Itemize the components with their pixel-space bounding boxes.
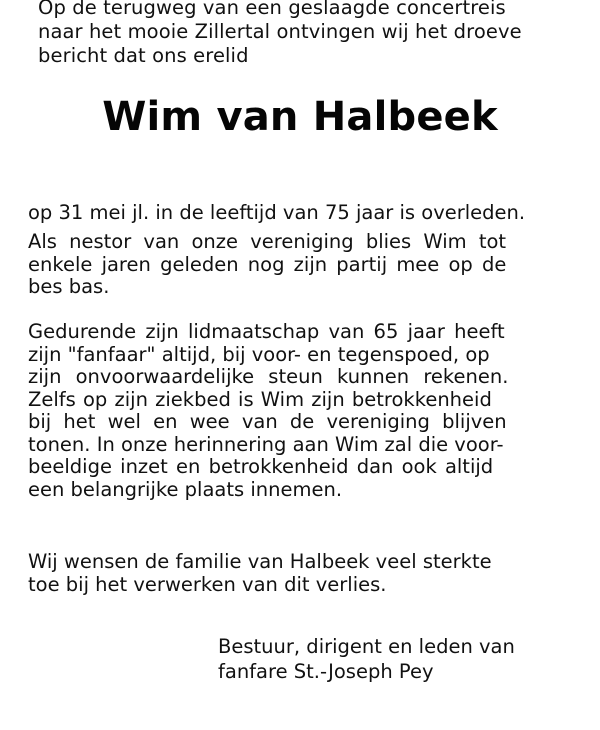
paragraph-condolence [28, 551, 580, 596]
paragraph-line: toe bij het verwerken van dit verlies. [28, 572, 387, 596]
paragraph-line: Als nestor van onze vereniging blies Wim tot [28, 230, 507, 253]
signature-line-1: Bestuur, dirigent en leden van [218, 635, 515, 658]
paragraph-membership [28, 321, 580, 501]
deceased-name-heading: Wim van Halbeek [102, 94, 498, 140]
paragraph-line: op 31 mei jl. in de leeftijd van 75 jaar is overleden. [28, 201, 526, 224]
paragraph-line: enkele jaren geleden nog zijn partij mee op de [28, 252, 507, 276]
paragraph-line: een belangrijke plaats innemen. [28, 477, 343, 501]
paragraph-death-notice [28, 202, 580, 225]
signature-block [218, 634, 578, 684]
paragraph-line: Wij wensen de familie van Halbeek veel sterkte [28, 550, 492, 573]
intro-line-2: naar het mooie Zillertal ontvingen wij het droeve [38, 20, 522, 43]
paragraph-line: beeldige inzet en betrokkenheid dan ook altijd [28, 455, 494, 478]
paragraph-nestor [28, 231, 580, 299]
intro-line-3: bericht dat ons erelid [38, 44, 249, 67]
paragraph-line: Gedurende zijn lidmaatschap van 65 jaar heeft [28, 320, 505, 343]
paragraph-line: zijn onvoorwaardelijke steun kunnen rekenen. [28, 365, 509, 388]
paragraph-line: bij het wel en wee van de vereniging blijven [28, 410, 507, 433]
paragraph-line: tonen. In onze herinnering aan Wim zal die voor- [28, 432, 504, 456]
signature-line-2: fanfare St.-Joseph Pey [218, 660, 434, 683]
paragraph-line: bes bas. [28, 275, 110, 298]
paragraph-line: zijn "fanfaar" altijd, bij voor- en tegenspoed, op [28, 342, 490, 366]
intro-line-1: Op de terugweg van een geslaagde concertreis [38, 0, 506, 19]
paragraph-line: Zelfs op zijn ziekbed is Wim zijn betrokkenheid [28, 387, 492, 411]
intro-paragraph [38, 0, 588, 68]
